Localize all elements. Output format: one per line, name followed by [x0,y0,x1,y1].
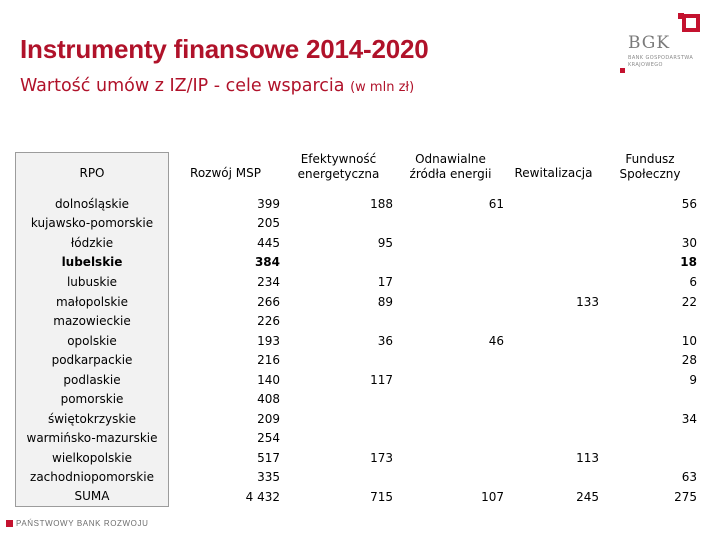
value-cell: 226 [257,314,280,329]
value-cell [506,194,601,214]
value-cell: 28 [681,353,697,368]
value-cell [282,468,395,488]
value-cell: 36 [377,333,393,348]
header-rpo: RPO [15,152,169,194]
value-cell: 61 [488,196,504,211]
value-cell: 63 [681,470,697,485]
page-title: Instrumenty finansowe 2014-2020 [20,34,429,64]
value-cell [395,389,506,409]
region-name: lubelskie [15,253,169,273]
value-cell [506,370,601,390]
value-cell [395,429,506,449]
value-cell: 275 [674,489,697,504]
value-cell: 408 [257,392,280,407]
value-cell [395,233,506,253]
region-name: lubuskie [15,272,169,292]
region-name: mazowieckie [15,311,169,331]
value-cell: 9 [689,372,697,387]
value-cell: 6 [689,274,697,289]
value-cell [395,272,506,292]
region-name: podlaskie [15,370,169,390]
value-cell [506,272,601,292]
subtitle-text: Wartość umów z IZ/IP - cele wsparcia [20,76,345,96]
value-cell [395,409,506,429]
value-cell [395,448,506,468]
bgk-logo-dot-icon [620,68,625,73]
header-rewitalizacja: Rewitalizacja [514,165,593,180]
value-cell [506,253,601,273]
value-cell [601,429,699,449]
value-cell [282,311,395,331]
header-oze: Odnawialne źródła energii [409,152,492,181]
value-cell [395,468,506,488]
value-cell: 205 [257,216,280,231]
value-cell: 10 [681,333,697,348]
value-cell [282,350,395,370]
value-cell [282,253,395,273]
value-cell: 56 [681,196,697,211]
value-cell [395,214,506,234]
value-cell: 113 [576,450,599,465]
region-name: świętokrzyskie [15,409,169,429]
value-cell: 517 [257,450,280,465]
value-cell: 22 [681,294,697,309]
region-name: małopolskie [15,292,169,312]
value-cell [395,292,506,312]
value-cell: 89 [377,294,393,309]
region-name: łódzkie [15,233,169,253]
bgk-logo-square-icon [682,14,700,32]
header-rozwoj-msp: Rozwój MSP [190,165,261,180]
value-cell [282,214,395,234]
funding-table [15,152,699,507]
value-cell: 117 [370,372,393,387]
value-cell [282,409,395,429]
bgk-logo-subtitle: BANK GOSPODARSTWA KRAJOWEGO [628,55,694,68]
value-cell: 266 [257,294,280,309]
header-efektywnosc: Efektywność energetyczna [297,152,380,181]
footer-text: PAŃSTWOWY BANK ROZWOJU [16,519,149,528]
value-cell: 30 [681,235,697,250]
value-cell: 140 [257,372,280,387]
value-cell [395,350,506,370]
region-name: wielkopolskie [15,448,169,468]
value-cell: 4 432 [245,489,280,504]
value-cell [395,311,506,331]
value-cell: 95 [377,235,393,250]
value-cell: 209 [257,411,280,426]
value-cell [506,468,601,488]
value-cell: 107 [481,489,504,504]
value-cell: 715 [370,489,393,504]
value-cell: 399 [257,196,280,211]
value-cell: 18 [680,255,697,270]
value-cell [601,448,699,468]
value-cell: 335 [257,470,280,485]
value-cell [506,429,601,449]
page-subtitle [20,76,414,96]
value-cell [506,409,601,429]
value-cell: 173 [370,450,393,465]
region-name: zachodniopomorskie [15,468,169,488]
value-cell [506,331,601,351]
value-cell: 46 [488,333,504,348]
region-name: opolskie [15,331,169,351]
value-cell: 188 [370,196,393,211]
value-cell: 254 [257,431,280,446]
value-cell [601,311,699,331]
value-cell [506,389,601,409]
region-name: SUMA [15,487,169,507]
value-cell: 216 [257,353,280,368]
value-cell: 445 [257,235,280,250]
value-cell: 34 [681,411,697,426]
bgk-logo-block-icon [678,13,684,19]
region-name: warmińsko-mazurskie [15,429,169,449]
value-cell [601,214,699,234]
region-name: kujawsko-pomorskie [15,214,169,234]
value-cell: 245 [576,489,599,504]
region-name: podkarpackie [15,350,169,370]
region-name: pomorskie [15,389,169,409]
value-cell: 193 [257,333,280,348]
bgk-logo-text: BGK [628,33,671,53]
region-name: dolnośląskie [15,194,169,214]
value-cell: 234 [257,274,280,289]
subtitle-unit: (w mln zł) [350,80,415,95]
value-cell: 17 [377,274,393,289]
value-cell: 384 [254,255,280,270]
footer-square-icon [6,520,13,527]
value-cell [506,214,601,234]
value-cell [282,429,395,449]
value-cell [506,311,601,331]
value-cell [282,389,395,409]
value-cell [506,233,601,253]
value-cell [506,350,601,370]
header-fundusz: Fundusz Społeczny [619,152,681,181]
value-cell [395,253,506,273]
value-cell: 133 [576,294,599,309]
value-cell [601,389,699,409]
value-cell [395,370,506,390]
